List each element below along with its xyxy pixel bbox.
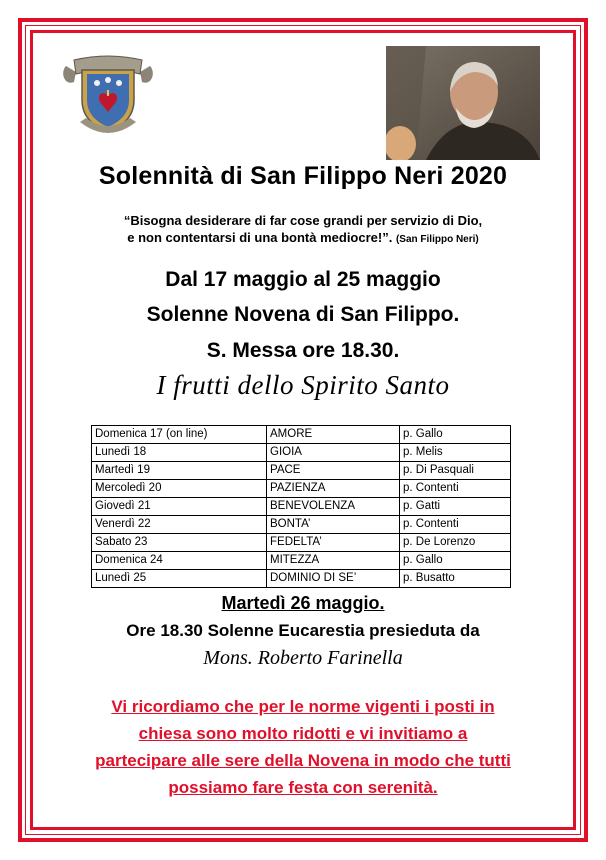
schedule-day: Lunedì 18 xyxy=(92,444,267,462)
celebrant-name: Mons. Roberto Farinella xyxy=(203,647,403,669)
schedule-day: Mercoledì 20 xyxy=(92,480,267,498)
coat-of-arms-icon xyxy=(60,52,156,138)
schedule-priest: p. Busatto xyxy=(400,570,511,588)
table-row xyxy=(92,552,511,570)
schedule-day: Domenica 17 (on line) xyxy=(92,426,267,444)
schedule-priest: p. Gallo xyxy=(400,552,511,570)
schedule-fruit: PAZIENZA xyxy=(267,480,400,498)
schedule-day: Sabato 23 xyxy=(92,534,267,552)
novena-theme: I frutti dello Spirito Santo xyxy=(156,370,450,400)
notice-line-3: partecipare alle sere della Novena in modo che tutti xyxy=(95,751,511,770)
schedule-day: Martedì 19 xyxy=(92,462,267,480)
schedule-priest: p. Gallo xyxy=(400,426,511,444)
notice-line-2: chiesa sono molto ridotti e vi invitiamo a xyxy=(138,724,468,743)
schedule-fruit: BENEVOLENZA xyxy=(267,498,400,516)
quote-line-2-text: e non contentarsi di una bontà mediocre!”. xyxy=(127,230,393,245)
table-row xyxy=(92,462,511,480)
schedule-fruit: FEDELTA’ xyxy=(267,534,400,552)
schedule-priest: p. Gatti xyxy=(400,498,511,516)
schedule-priest: p. Contenti xyxy=(400,516,511,534)
schedule-priest: p. Di Pasquali xyxy=(400,462,511,480)
notice-line-4: possiamo fare festa con serenità. xyxy=(168,778,438,797)
covid-notice xyxy=(40,693,566,801)
schedule-fruit: GIOIA xyxy=(267,444,400,462)
notice-line-1: Vi ricordiamo che per le norme vigenti i posti in xyxy=(111,697,495,716)
schedule-day: Domenica 24 xyxy=(92,552,267,570)
schedule-fruit: DOMINIO DI SE’ xyxy=(267,570,400,588)
schedule-fruit: AMORE xyxy=(267,426,400,444)
schedule-day: Giovedì 21 xyxy=(92,498,267,516)
schedule-priest: p. Contenti xyxy=(400,480,511,498)
schedule-priest: p. De Lorenzo xyxy=(400,534,511,552)
closing-date xyxy=(40,593,566,614)
table-row xyxy=(92,516,511,534)
table-row xyxy=(92,570,511,588)
closing-date-text: Martedì 26 maggio. xyxy=(221,593,385,613)
schedule-day: Venerdì 22 xyxy=(92,516,267,534)
mass-time: S. Messa ore 18.30. xyxy=(206,339,400,362)
table-row xyxy=(92,426,511,444)
table-row xyxy=(92,534,511,552)
novena-schedule-table xyxy=(91,425,511,588)
saint-quote xyxy=(40,212,566,248)
quote-line-1: “Bisogna desiderare di far cose grandi per servizio di Dio, xyxy=(123,213,483,228)
saint-portrait-image xyxy=(386,46,540,160)
schedule-fruit: BONTA’ xyxy=(267,516,400,534)
schedule-day: Lunedì 25 xyxy=(92,570,267,588)
table-row xyxy=(92,498,511,516)
quote-source: (San Filippo Neri) xyxy=(395,234,479,245)
schedule-fruit: PACE xyxy=(267,462,400,480)
table-row xyxy=(92,480,511,498)
schedule-priest: p. Melis xyxy=(400,444,511,462)
table-row xyxy=(92,444,511,462)
page-title: Solennità di San Filippo Neri 2020 xyxy=(98,162,508,190)
quote-line-2 xyxy=(40,229,566,248)
schedule-fruit: MITEZZA xyxy=(267,552,400,570)
novena-title: Solenne Novena di San Filippo. xyxy=(146,303,460,326)
novena-dates: Dal 17 maggio al 25 maggio xyxy=(165,268,441,291)
eucharist-line: Ore 18.30 Solenne Eucarestia presieduta da xyxy=(126,621,480,640)
